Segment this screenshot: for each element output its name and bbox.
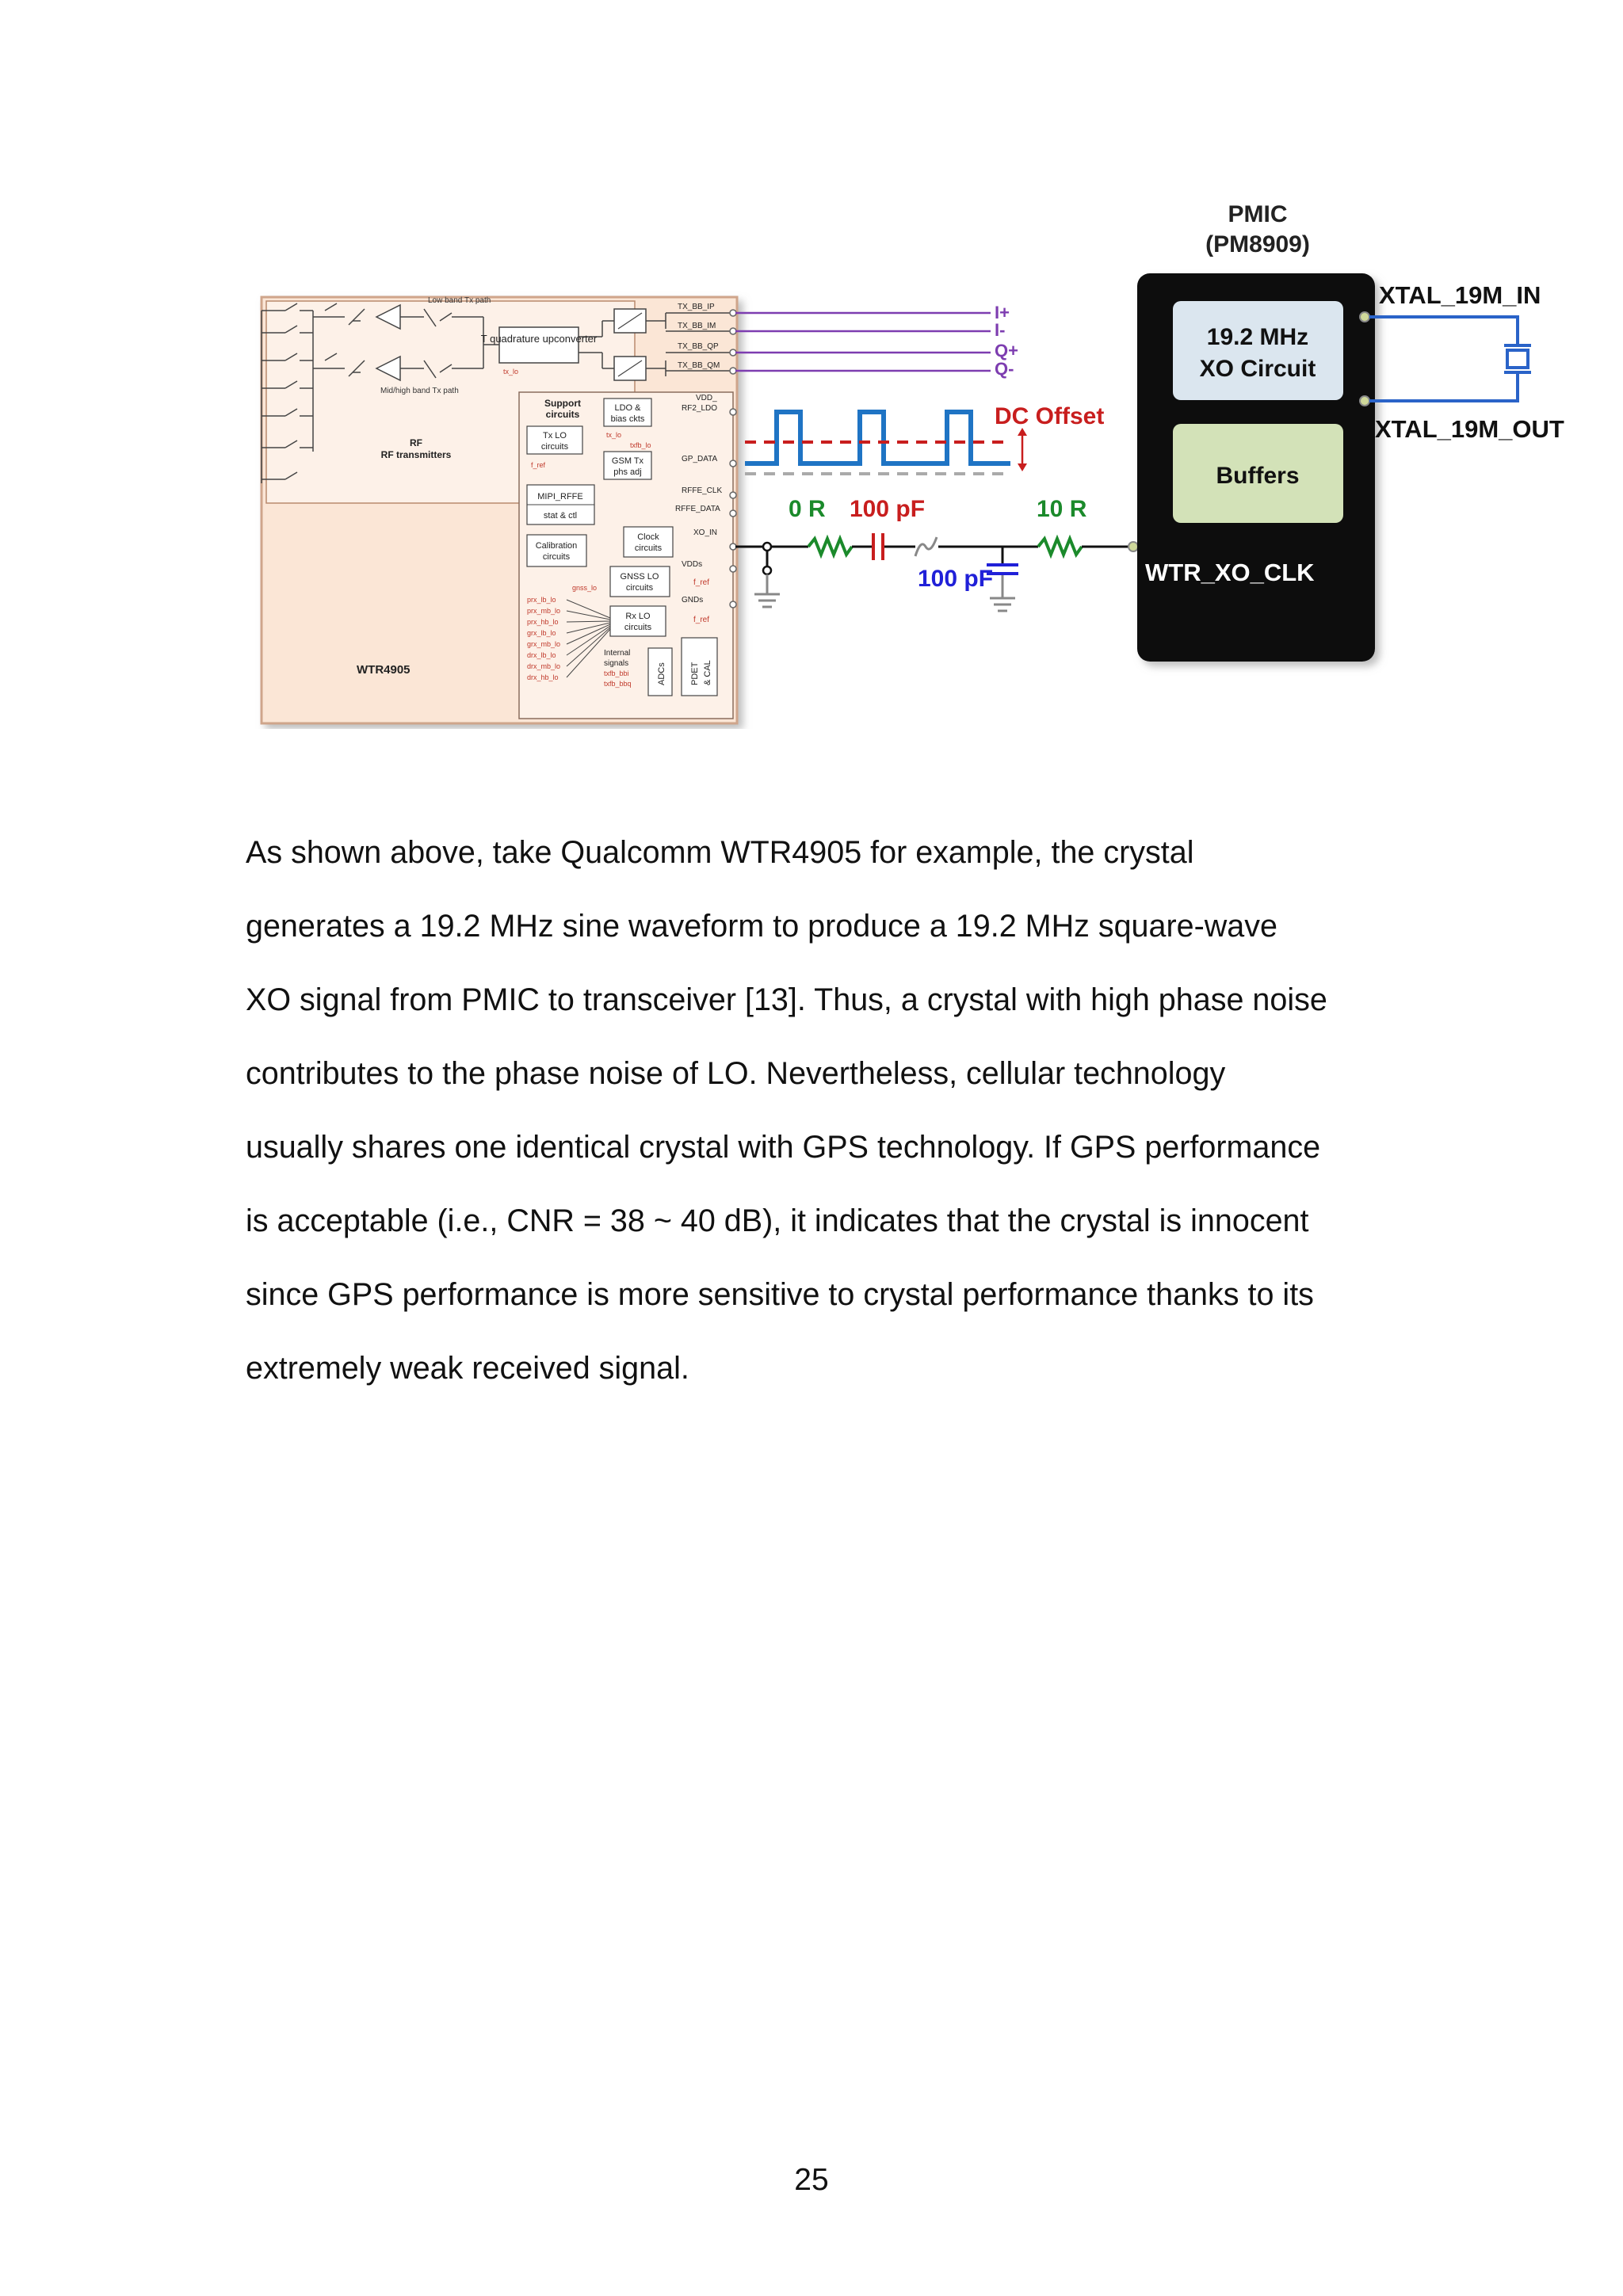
rx-lo-item: prx_mb_lo — [527, 607, 561, 615]
pin-fref-2: f_ref — [693, 616, 710, 624]
calibration-box — [527, 535, 586, 566]
internal-signals-label-2: signals — [604, 659, 629, 668]
node-left — [763, 543, 771, 551]
cal-label: Calibration — [535, 541, 578, 551]
break-symbol — [915, 537, 937, 556]
iq-lines — [735, 313, 991, 371]
rx-lo-item: drx_lb_lo — [527, 651, 556, 659]
capacitor-series — [873, 533, 883, 560]
circuit-figure — [238, 190, 1617, 729]
xo-circuit-box — [1173, 301, 1343, 400]
circuit-diagram-svg — [238, 190, 1617, 729]
iq-label-i-plus: I+ — [995, 303, 1010, 322]
rf-label-1: RF — [410, 437, 422, 448]
pin-xo-in: XO_IN — [693, 528, 718, 537]
paragraph-line: generates a 19.2 MHz sine waveform to produce a 19.2 MHz square-wave — [246, 909, 1277, 944]
buffers-label: Buffers — [1216, 463, 1300, 489]
wtr-xo-clk-label: WTR_XO_CLK — [1145, 559, 1315, 586]
paragraph-line: usually shares one identical crystal with GPS technology. If GPS performance — [246, 1130, 1321, 1165]
pin-rffe-clk: RFFE_CLK — [682, 486, 723, 495]
ground-left — [754, 594, 780, 607]
crystal-symbol — [1507, 350, 1528, 368]
pin-tx-bb-qm: TX_BB_QM — [678, 361, 720, 370]
quadrature-label: T quadrature upconverter — [480, 333, 598, 345]
gsm-label: GSM Tx — [611, 456, 644, 466]
rx-lo-item: prx_hb_lo — [527, 618, 559, 626]
rx-lo-item: drx_mb_lo — [527, 662, 561, 670]
body-paragraph — [246, 816, 1411, 1405]
capacitor-series-label: 100 pF — [850, 496, 926, 522]
resistor-10r — [1038, 539, 1082, 555]
txlo-label: Tx LO — [543, 431, 567, 441]
node-left-lower — [763, 566, 771, 574]
adcs-label: ADCs — [657, 662, 666, 685]
rx-lo-item: prx_lb_lo — [527, 596, 556, 604]
pin-rf2-ldo: RF2_LDO — [682, 404, 718, 413]
pmic-title: PMIC — [1228, 201, 1288, 227]
txfb-bbq-label: txfb_bbq — [604, 680, 632, 688]
resistor-0r-label: 0 R — [789, 496, 826, 522]
page-number: 25 — [794, 2163, 829, 2197]
cal-label-2: circuits — [542, 552, 571, 562]
iq-label-q-plus: Q+ — [995, 341, 1018, 360]
clock-label: Clock — [637, 532, 659, 542]
xo-circuit-label: XO Circuit — [1199, 356, 1316, 382]
paragraph-line: contributes to the phase noise of LO. Nevertheless, cellular technology — [246, 1056, 1226, 1091]
pmic-block — [1137, 201, 1375, 662]
resistor-10r-label: 10 R — [1037, 496, 1087, 522]
txlo-small: tx_lo — [606, 431, 622, 439]
resistor-0r — [808, 539, 852, 555]
ldo-label-2: bias ckts — [610, 414, 645, 424]
tx-lo-label: tx_lo — [503, 368, 519, 376]
pin-fref-1: f_ref — [693, 578, 710, 587]
lowband-path-label: Low band Tx path — [428, 296, 491, 305]
wtr4905-block — [262, 296, 737, 723]
paragraph-line: XO signal from PMIC to transceiver [13]. Thus, a crystal with high phase noise — [246, 982, 1327, 1017]
dc-offset-label: DC Offset — [995, 403, 1105, 429]
paragraph-line: As shown above, take Qualcomm WTR4905 for example, the crystal — [246, 835, 1194, 870]
gsm-label-2: phs adj — [613, 467, 642, 477]
pmic-pin-dot — [1128, 542, 1138, 551]
pmic-part: (PM8909) — [1205, 231, 1310, 257]
xtal-in-pin — [1360, 312, 1369, 322]
chip-name: WTR4905 — [357, 663, 411, 677]
iq-labels — [995, 303, 1018, 379]
internal-signals-label: Internal — [604, 649, 631, 658]
rxlo-label: Rx LO — [625, 612, 651, 621]
xo-freq-label: 19.2 MHz — [1206, 324, 1309, 350]
txlo-label-2: circuits — [540, 442, 569, 452]
pin-vdds: VDDs — [682, 560, 703, 569]
gnss-label-2: circuits — [625, 583, 654, 593]
rx-lo-item: drx_hb_lo — [527, 673, 559, 681]
pdet-label-2: & CAL — [703, 660, 712, 685]
support-label-2: circuits — [545, 409, 580, 420]
gnss-label: GNSS LO — [620, 572, 659, 582]
paragraph-line: extremely weak received signal. — [246, 1351, 689, 1386]
fref-label: f_ref — [531, 461, 546, 469]
iq-label-i-minus: I- — [995, 320, 1006, 340]
capacitor-shunt-label: 100 pF — [918, 566, 994, 592]
pin-tx-bb-qp: TX_BB_QP — [678, 342, 719, 351]
ground-shunt — [990, 598, 1015, 611]
pdet-label: PDET — [690, 662, 700, 685]
txfb-bbi-label: txfb_bbi — [604, 669, 629, 677]
stat-ctl-label: stat & ctl — [543, 511, 578, 521]
rx-lo-item: grx_lb_lo — [527, 629, 556, 637]
paragraph-line: since GPS performance is more sensitive to crystal performance thanks to its — [246, 1277, 1314, 1312]
paragraph-line: is acceptable (i.e., CNR = 38 ~ 40 dB), it indicates that the crystal is innocent — [246, 1203, 1309, 1238]
square-wave — [745, 412, 1010, 463]
xtal-out-pin — [1360, 396, 1369, 406]
clock-label-2: circuits — [634, 543, 663, 553]
crystal-wiring — [1369, 317, 1518, 401]
pin-vdd: VDD_ — [696, 394, 717, 402]
rf-transmitters-label: RF transmitters — [380, 449, 452, 460]
pin-rffe-data: RFFE_DATA — [675, 505, 720, 513]
iq-label-q-minus: Q- — [995, 359, 1014, 379]
support-label: Support — [544, 398, 581, 409]
txfb-lo-label: txfb_lo — [630, 441, 651, 449]
pin-tx-bb-ip: TX_BB_IP — [678, 303, 715, 311]
midhigh-path-label: Mid/high band Tx path — [380, 387, 459, 395]
xtal-out-label: XTAL_19M_OUT — [1375, 415, 1564, 443]
rxlo-label-2: circuits — [624, 623, 652, 632]
pin-tx-bb-im: TX_BB_IM — [678, 322, 716, 330]
pin-gp-data: GP_DATA — [682, 455, 718, 463]
pin-gnds: GNDs — [682, 596, 704, 605]
ldo-label: LDO & — [614, 403, 641, 413]
mipi-label: MIPI_RFFE — [537, 492, 583, 502]
rx-lo-item: grx_mb_lo — [527, 640, 561, 648]
xtal-in-label: XTAL_19M_IN — [1379, 281, 1541, 309]
gnss-lo-small: gnss_lo — [572, 584, 598, 592]
